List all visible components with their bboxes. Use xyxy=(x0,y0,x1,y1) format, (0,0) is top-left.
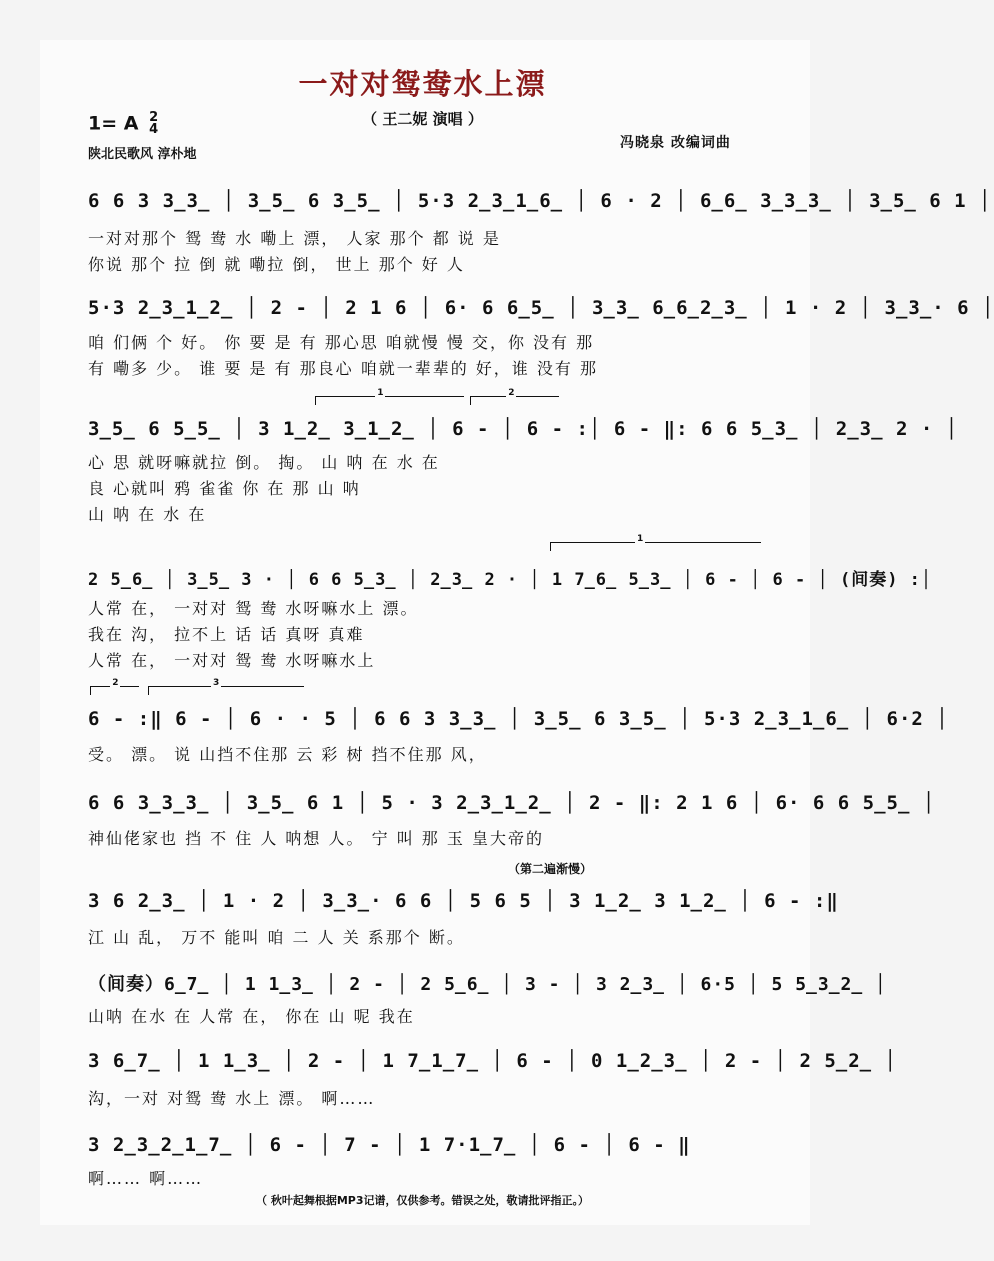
lyric-line: 神仙佬家也 挡 不 住 人 呐想 人。 宁 叫 那 玉 皇大帝的 xyxy=(88,829,544,848)
key-label: 1= A xyxy=(88,112,139,135)
volta-bracket: 2 xyxy=(470,396,559,405)
lyric-line: 山 呐 在 水 在 xyxy=(88,505,207,524)
performer-note: （ 王二妮 演唱 ） xyxy=(362,110,483,128)
lyric-line: 受。 漂。 说 山挡不住那 云 彩 树 挡不住那 风， xyxy=(88,745,487,764)
notation-line: 3 6 2̲3̲ │ 1 · 2 │ 3̲3̲· 6 6 │ 5 6 5 │ 3 1̲2̲ 3 1̲2̲ │ 6 - :‖ xyxy=(88,890,839,912)
lyric-line: 沟，一对 对鸳 鸯 水上 漂。 啊…… xyxy=(88,1089,376,1108)
lyric-line: 人常 在， 一对对 鸳 鸯 水呀嘛水上 xyxy=(88,651,376,670)
time-signature xyxy=(149,112,158,136)
notation-line: 3̲5̲ 6 5̲5̲ │ 3 1̲2̲ 3̲1̲2̲ │ 6 - │ 6 - :│ 6 - ‖: 6 6 5̲3̲ │ 2̲3̲ 2 · │ xyxy=(88,418,959,440)
volta-bracket: 1 xyxy=(315,396,464,405)
key-signature xyxy=(88,112,158,136)
lyric-line: 心 思 就呀嘛就拉 倒。 掏。 山 呐 在 水 在 xyxy=(88,453,440,472)
lyric-line: 啊…… 啊…… xyxy=(88,1169,204,1188)
lyric-line: 有 嘞多 少。 谁 要 是 有 那良心 咱就一辈辈的 好，谁 没有 那 xyxy=(88,359,598,378)
style-note: 陕北民歌风 淳朴地 xyxy=(88,147,197,162)
lyric-line: 咱 们俩 个 好。 你 要 是 有 那心思 咱就慢 慢 交，你 没有 那 xyxy=(88,333,595,352)
composer-credit: 冯晓泉 改编词曲 xyxy=(620,135,731,151)
lyric-line: 你说 那个 拉 倒 就 嘞拉 倒， 世上 那个 好 人 xyxy=(88,255,465,274)
notation-line: 6 - :‖ 6 - │ 6 · · 5 │ 6 6 3 3̲3̲ │ 3̲5̲ 6 3̲5̲ │ 5·3 2̲3̲1̲6̲ │ 6·2 │ xyxy=(88,708,949,730)
notation-line: （间奏）6̲7̲ │ 1 1̲3̲ │ 2 - │ 2 5̲6̲ │ 3 - │ 3 2̲3̲ │ 6·5 │ 5 5̲3̲2̲ │ xyxy=(88,974,887,995)
time-top: 2 xyxy=(149,110,159,125)
tempo-note: （第二遍渐慢） xyxy=(508,862,593,876)
notation-line: 6 6 3 3̲3̲ │ 3̲5̲ 6 3̲5̲ │ 5·3 2̲3̲1̲6̲ │ 6 · 2 │ 6̲6̲ 3̲3̲3̲ │ 3̲5̲ 6 1 │ xyxy=(88,190,992,212)
lyric-line: 山呐 在水 在 人常 在， 你在 山 呢 我在 xyxy=(88,1007,415,1026)
notation-line: 3 6̲7̲ │ 1 1̲3̲ │ 2 - │ 1 7̲1̲7̲ │ 6 - │ 0 1̲2̲3̲ │ 2 - │ 2 5̲2̲ │ xyxy=(88,1050,897,1072)
lyric-line: 良 心就叫 鸦 雀雀 你 在 那 山 呐 xyxy=(88,479,361,498)
lyric-line: 一对对那个 鸳 鸯 水 嘞上 漂， 人家 那个 都 说 是 xyxy=(88,229,501,248)
notation-line: 6 6 3̲3̲3̲ │ 3̲5̲ 6 1 │ 5 · 3 2̲3̲1̲2̲ │ 2 - ‖: 2 1 6 │ 6· 6 6 5̲5̲ │ xyxy=(88,792,936,814)
lyric-line: 人常 在， 一对对 鸳 鸯 水呀嘛水上 漂。 xyxy=(88,599,419,618)
page-title: 一对对鸳鸯水上漂 xyxy=(298,67,547,101)
lyric-line: 我在 沟， 拉不上 话 话 真呀 真难 xyxy=(88,625,365,644)
notation-line: 5·3 2̲3̲1̲2̲ │ 2 - │ 2 1 6 │ 6· 6 6̲5̲ │ 3̲3̲ 6̲6̲2̲3̲ │ 1 · 2 │ 3̲3̲· 6 │ xyxy=(88,297,994,319)
time-bottom: 4 xyxy=(149,122,159,137)
notation-line: 3 2̲3̲2̲1̲7̲ │ 6 - │ 7 - │ 1 7·1̲7̲ │ 6 - │ 6 - ‖ xyxy=(88,1134,691,1156)
volta-bracket: 3 xyxy=(148,686,304,695)
notation-line: 2 5̲6̲ │ 3̲5̲ 3 · │ 6 6 5̲3̲ │ 2̲3̲ 2 · │ 1 7̲6̲ 5̲3̲ │ 6 - │ 6 - │ (间奏) :│ xyxy=(88,570,933,590)
footer-note: （ 秋叶起舞根据MP3记谱，仅供参考。错误之处，敬请批评指正。） xyxy=(256,1194,589,1207)
volta-bracket: 1 xyxy=(550,542,761,551)
lyric-line: 江 山 乱， 万不 能叫 咱 二 人 关 系那个 断。 xyxy=(88,928,465,947)
volta-bracket: 2 xyxy=(90,686,139,695)
